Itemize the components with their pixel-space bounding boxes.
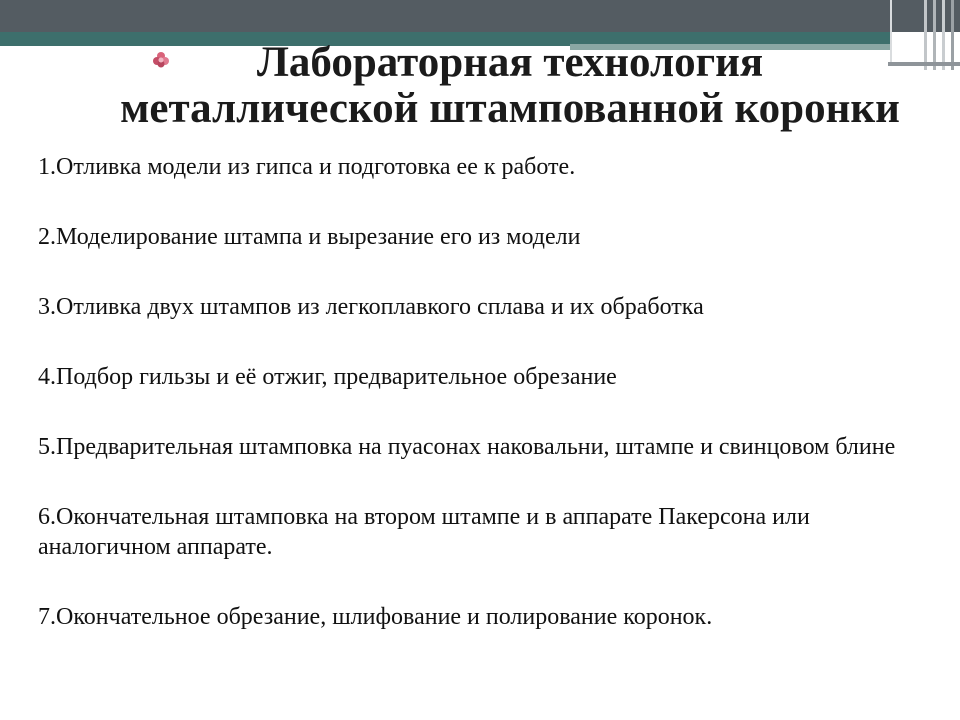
step-item: 2.Моделирование штампа и вырезание его из модели — [38, 224, 581, 250]
top-header-bar — [0, 0, 960, 32]
decor-line — [942, 0, 945, 70]
step-item: 6.Окончательная штамповка на втором штампе и в аппарате Пакерсона или аналогичном аппарате. — [38, 504, 810, 560]
decor-line — [951, 0, 954, 70]
step-item: 1.Отливка модели из гипса и подготовка ее к работе. — [38, 154, 576, 180]
step-item: 5.Предварительная штамповка на пуасонах наковальни, штампе и свинцовом блине — [38, 434, 896, 460]
step-item: 3.Отливка двух штампов из легкоплавкого сплава и их обработка — [38, 294, 704, 320]
slide-title: Лабораторная технология металлической штампованной коронки — [120, 39, 900, 132]
decor-line — [933, 0, 936, 70]
decor-line — [924, 0, 927, 70]
step-list — [38, 152, 918, 632]
step-item: 4.Подбор гильзы и её отжиг, предварительное обрезание — [38, 364, 617, 390]
step-item: 7.Окончательное обрезание, шлифование и полирование коронок. — [38, 604, 713, 630]
